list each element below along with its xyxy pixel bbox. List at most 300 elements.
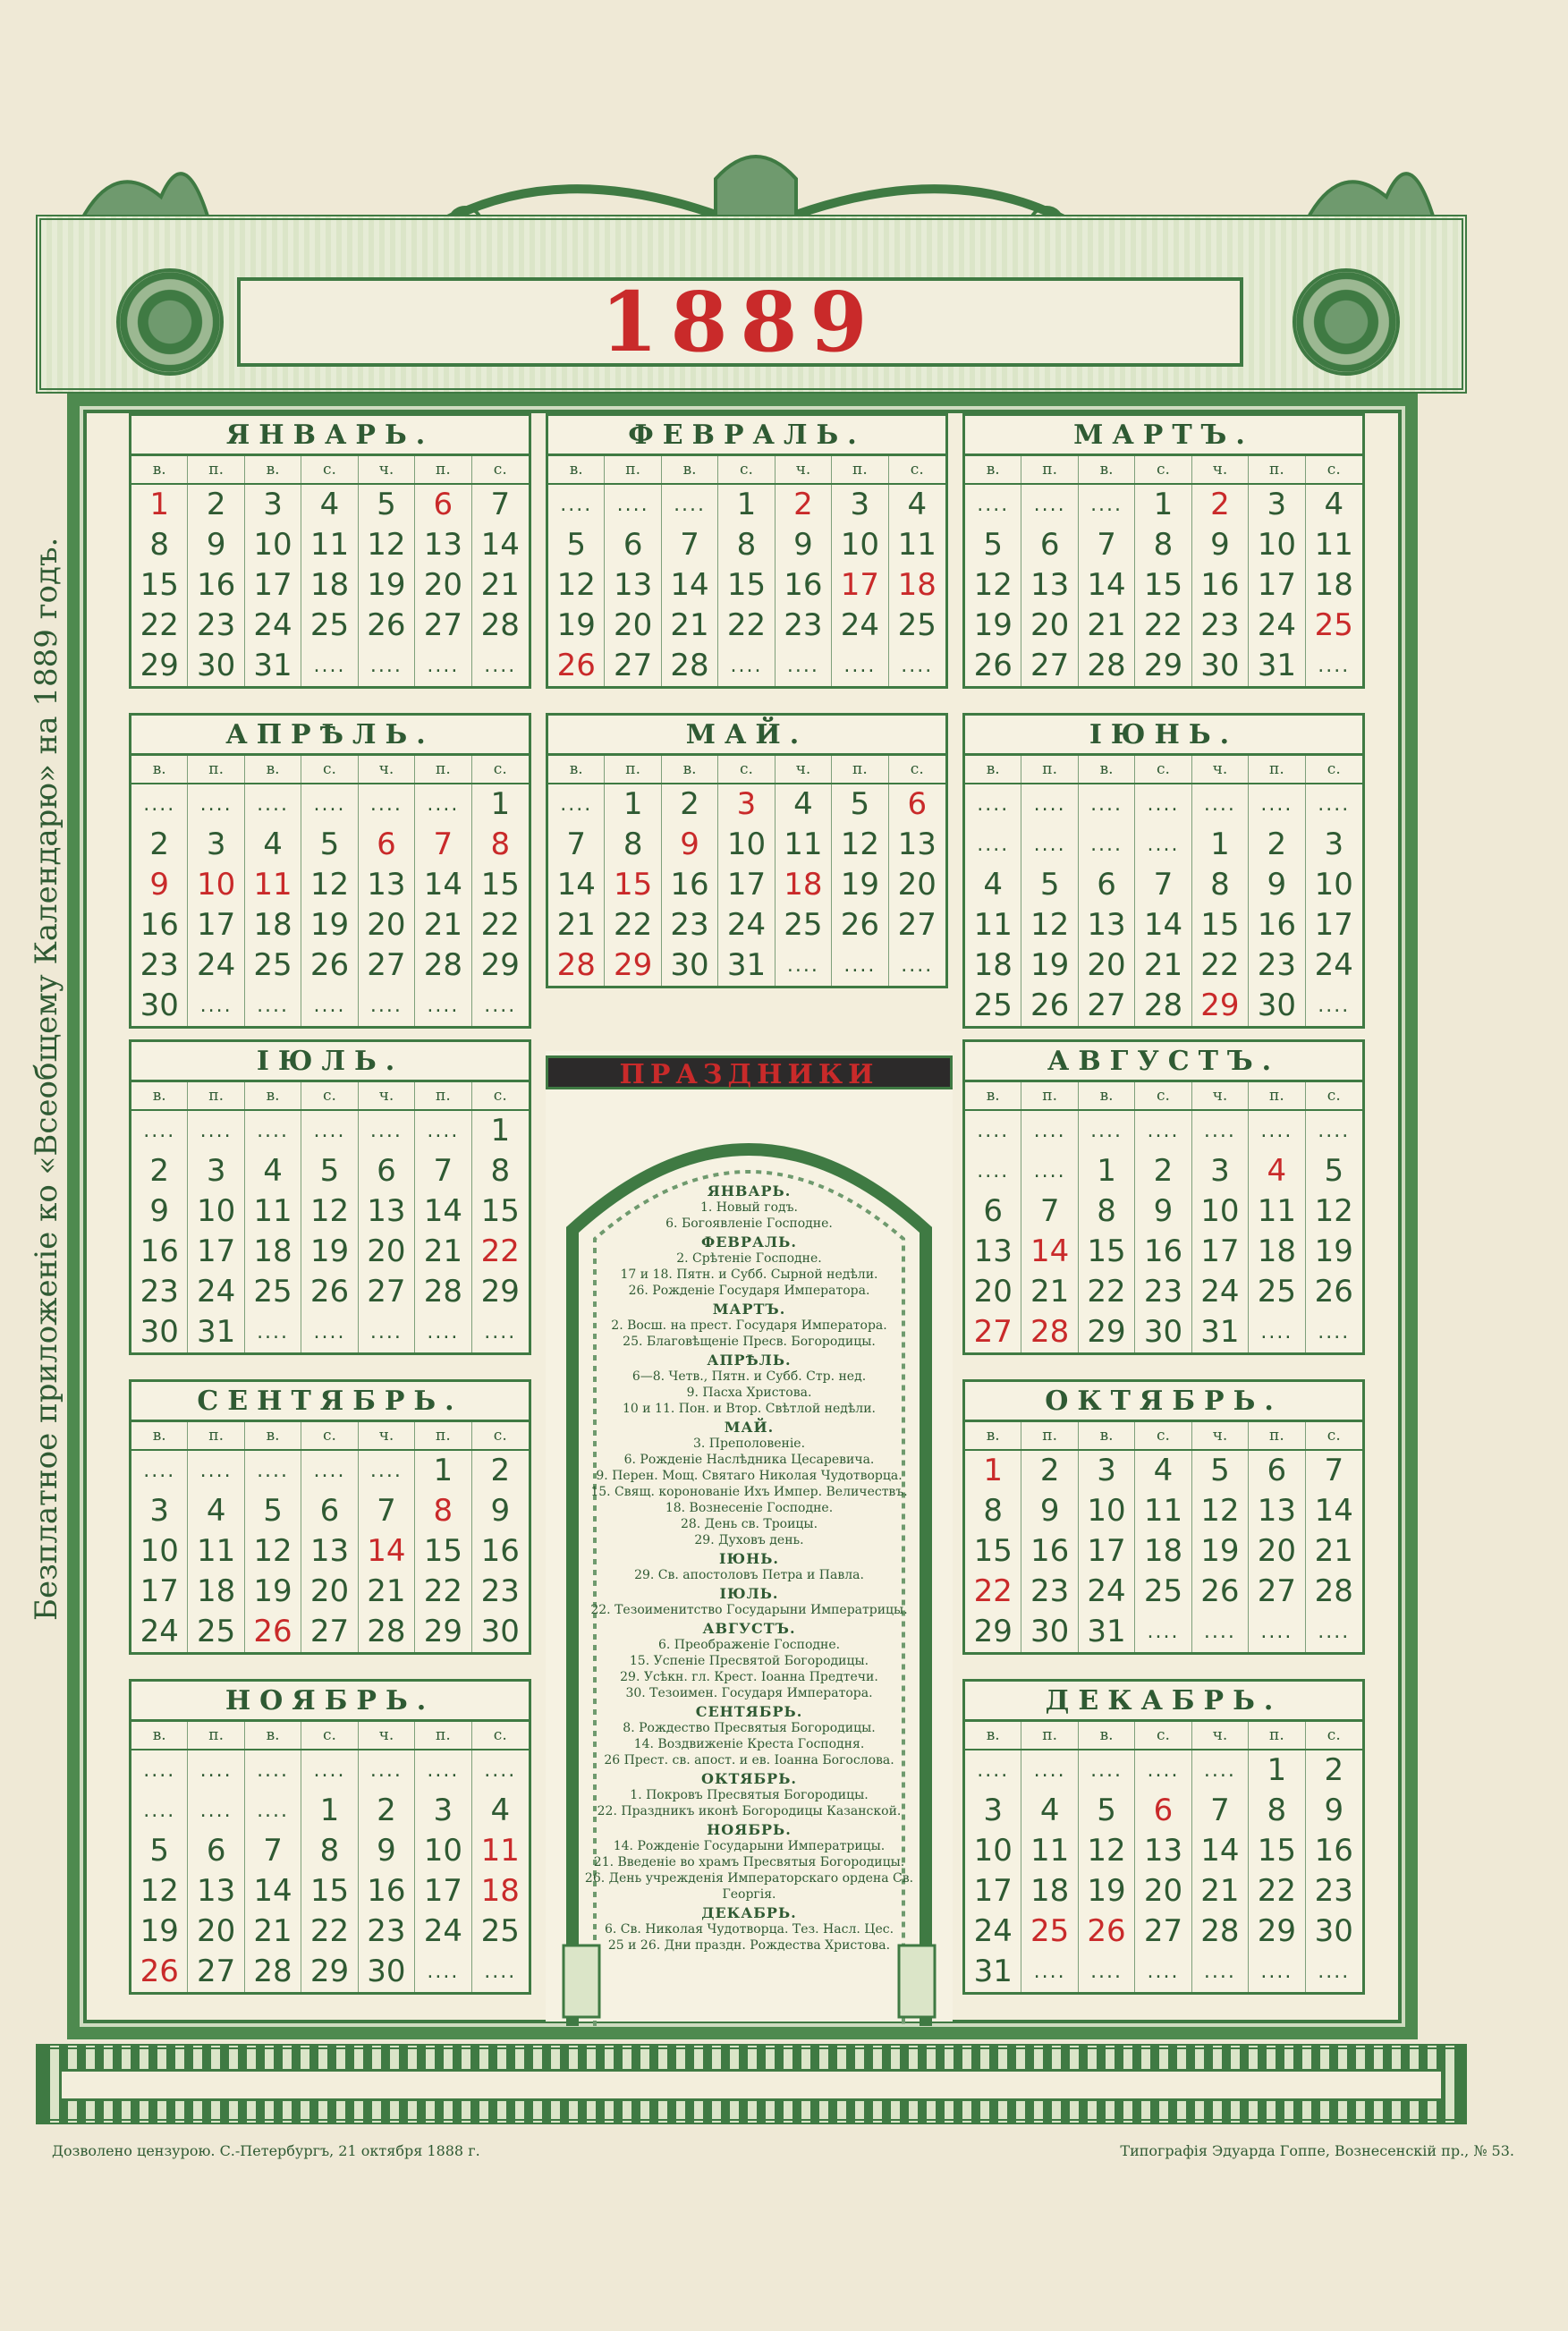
day-cell: 15 <box>415 1531 471 1572</box>
day-cell: .... <box>359 1111 415 1151</box>
day-cell: 16 <box>776 565 832 606</box>
weekday-label: п. <box>188 1422 244 1449</box>
day-cell: 7 <box>1079 525 1135 565</box>
day-cell: .... <box>188 784 244 825</box>
day-cell: 16 <box>1021 1531 1078 1572</box>
day-cell: 31 <box>965 1952 1021 1992</box>
month-title: ІЮНЬ. <box>965 716 1362 756</box>
day-cell: 28 <box>245 1952 301 1992</box>
month-title: МАЙ. <box>548 716 945 756</box>
day-cell: 19 <box>301 905 358 945</box>
day-cell: 8 <box>415 1491 471 1531</box>
weekday-label: п. <box>1021 1082 1078 1109</box>
day-cell: 27 <box>188 1952 244 1992</box>
day-cell: .... <box>901 954 934 977</box>
day-cell: 8 <box>965 1491 1021 1531</box>
month-calendar <box>129 1679 531 1995</box>
day-cell: .... <box>1249 1312 1305 1352</box>
day-cell: .... <box>1021 825 1078 865</box>
weekday-label: п. <box>1249 1722 1305 1749</box>
day-cell: 31 <box>718 945 775 986</box>
day-cell: 14 <box>1079 565 1135 606</box>
day-cell: 7 <box>415 825 471 865</box>
day-cell: 17 <box>245 565 301 606</box>
weekday-label: п. <box>1249 456 1305 483</box>
weekday-label: п. <box>1021 456 1078 483</box>
day-cell: 12 <box>832 825 888 865</box>
weekday-label: в. <box>1079 1422 1135 1449</box>
side-note: Безплатное приложеніе ко «Всеобщему Календарю» на 1889 годъ. <box>29 537 64 1621</box>
day-cell: 4 <box>245 825 301 865</box>
day-cell: 19 <box>1314 1233 1353 1269</box>
day-cell: .... <box>484 995 517 1017</box>
day-cell: 29 <box>1135 646 1191 686</box>
day-cell: 27 <box>359 945 415 986</box>
day-cell: .... <box>965 784 1021 825</box>
weekday-label: в. <box>131 1722 188 1749</box>
day-cell: .... <box>1021 1111 1078 1151</box>
day-cell: 22 <box>1249 1871 1305 1911</box>
day-cell: .... <box>188 1750 244 1791</box>
day-cell: .... <box>1318 655 1351 677</box>
day-cell: 6 <box>188 1831 244 1871</box>
day-cell: 10 <box>1314 867 1353 903</box>
day-cell: .... <box>359 646 415 686</box>
day-cell: 6 <box>1135 1791 1191 1831</box>
day-cell: 3 <box>718 784 775 825</box>
weekday-label: ч. <box>359 756 415 783</box>
days-grid <box>131 1750 529 1992</box>
day-cell: 9 <box>131 1191 188 1232</box>
day-cell: 16 <box>1135 1232 1191 1272</box>
day-cell: 21 <box>548 905 605 945</box>
holiday-month: ДЕКАБРЬ. <box>701 1904 797 1921</box>
weekday-label: п. <box>188 756 244 783</box>
day-cell: 3 <box>1249 485 1305 525</box>
day-cell: 18 <box>1314 567 1353 603</box>
day-cell: 27 <box>301 1612 358 1652</box>
day-cell: 20 <box>188 1911 244 1952</box>
printer-note: Типографія Эдуарда Гоппе, Вознесенскій пр., № 53. <box>1120 2142 1514 2159</box>
day-cell: .... <box>245 1750 301 1791</box>
day-cell: .... <box>965 1111 1021 1151</box>
day-cell: 10 <box>1249 525 1305 565</box>
day-cell: 1 <box>490 786 511 822</box>
holiday-line: 6. Преображеніе Господне. <box>657 1638 841 1652</box>
day-cell: 25 <box>776 905 832 945</box>
day-cell: .... <box>1318 1621 1351 1643</box>
day-cell: 17 <box>1192 1232 1249 1272</box>
month-calendar <box>962 1679 1365 1995</box>
month-title: ЯНВАРЬ. <box>131 416 529 456</box>
day-cell: 9 <box>1324 1793 1344 1828</box>
holiday-line: 1. Новый годъ. <box>700 1200 798 1215</box>
day-cell: 30 <box>1249 986 1305 1026</box>
day-cell: 20 <box>1135 1871 1191 1911</box>
weekday-label: в. <box>131 456 188 483</box>
day-cell: 2 <box>131 825 188 865</box>
day-cell: 9 <box>1192 525 1249 565</box>
day-cell: 30 <box>359 1952 415 1992</box>
day-cell: 29 <box>131 646 188 686</box>
day-cell: 13 <box>301 1531 358 1572</box>
holiday-line: 6. Св. Николая Чудотворца. Тез. Насл. Цес. <box>604 1922 894 1937</box>
day-cell: .... <box>965 1750 1021 1791</box>
holiday-month: ОКТЯБРЬ. <box>701 1770 797 1787</box>
day-cell: .... <box>1021 1151 1078 1191</box>
day-cell: 7 <box>1135 865 1191 905</box>
day-cell: 29 <box>415 1612 471 1652</box>
day-cell: 29 <box>1079 1312 1135 1352</box>
day-cell: .... <box>1318 1321 1351 1344</box>
day-cell: .... <box>901 655 934 677</box>
day-cell: 27 <box>415 606 471 646</box>
day-cell: 23 <box>1249 945 1305 986</box>
day-cell: .... <box>131 1451 188 1491</box>
weekday-label: п. <box>832 456 888 483</box>
day-cell: 27 <box>1249 1572 1305 1612</box>
bottom-ornament-band <box>36 2044 1467 2124</box>
day-cell: 22 <box>718 606 775 646</box>
day-cell: 15 <box>480 867 520 903</box>
day-cell: .... <box>484 1961 517 1983</box>
day-cell: 29 <box>965 1612 1021 1652</box>
weekday-label: ч. <box>776 456 832 483</box>
day-cell: .... <box>1021 784 1078 825</box>
day-cell: 11 <box>1314 527 1353 563</box>
day-cell: 2 <box>490 1453 511 1488</box>
day-cell: 14 <box>1314 1493 1353 1529</box>
day-cell: .... <box>1318 1120 1351 1142</box>
day-cell: 26 <box>548 646 605 686</box>
day-cell: .... <box>415 646 471 686</box>
day-cell: 11 <box>480 1833 520 1869</box>
weekday-header <box>965 756 1362 784</box>
weekday-header <box>131 1722 529 1750</box>
weekday-label: с. <box>1326 1427 1341 1445</box>
day-cell: 7 <box>1021 1191 1078 1232</box>
weekday-label: с. <box>301 456 358 483</box>
holiday-line: 28. День св. Троицы. <box>680 1517 818 1531</box>
day-cell: .... <box>1249 1111 1305 1151</box>
weekday-label: в. <box>1079 456 1135 483</box>
day-cell: 16 <box>1249 905 1305 945</box>
day-cell: 3 <box>1324 826 1344 862</box>
day-cell: 23 <box>131 1272 188 1312</box>
day-cell: 8 <box>490 1153 511 1189</box>
day-cell: 1 <box>1249 1750 1305 1791</box>
day-cell: 3 <box>965 1791 1021 1831</box>
day-cell: 31 <box>245 646 301 686</box>
day-cell: 7 <box>662 525 718 565</box>
day-cell: 21 <box>662 606 718 646</box>
day-cell: 4 <box>1249 1151 1305 1191</box>
day-cell: 25 <box>188 1612 244 1652</box>
day-cell: 16 <box>662 865 718 905</box>
day-cell: 8 <box>1192 865 1249 905</box>
day-cell: 16 <box>131 1232 188 1272</box>
day-cell: 20 <box>965 1272 1021 1312</box>
day-cell: 22 <box>131 606 188 646</box>
holiday-line: 14. Воздвиженіе Креста Господня. <box>633 1737 865 1751</box>
weekday-label: ч. <box>359 456 415 483</box>
days-grid <box>131 485 529 686</box>
days-grid <box>131 1111 529 1352</box>
day-cell: .... <box>245 1451 301 1491</box>
day-cell: 5 <box>131 1831 188 1871</box>
weekday-label: с. <box>493 760 507 778</box>
holiday-month: НОЯБРЬ. <box>707 1821 792 1838</box>
day-cell: 20 <box>359 905 415 945</box>
days-grid <box>965 485 1362 686</box>
weekday-label: с. <box>910 461 924 479</box>
day-cell: 1 <box>718 485 775 525</box>
day-cell: 1 <box>131 485 188 525</box>
day-cell: 11 <box>245 865 301 905</box>
holiday-line: 9. Пасха Христова. <box>686 1386 812 1400</box>
weekday-label: п. <box>1021 756 1078 783</box>
day-cell: 27 <box>359 1272 415 1312</box>
holiday-line: 15. Свящ. коронованіе Ихъ Импер. Величествъ. <box>590 1485 908 1499</box>
weekday-label: в. <box>965 756 1021 783</box>
month-calendar <box>129 1039 531 1355</box>
day-cell: .... <box>131 1791 188 1831</box>
weekday-label: с. <box>301 1722 358 1749</box>
day-cell: 30 <box>131 986 188 1026</box>
day-cell: 22 <box>480 1233 520 1269</box>
day-cell: 17 <box>131 1572 188 1612</box>
weekday-label: с. <box>1135 456 1191 483</box>
holiday-line: 6. Рожденіе Наслѣдника Цесаревича. <box>623 1453 875 1467</box>
month-calendar <box>962 1039 1365 1355</box>
day-cell: 1 <box>965 1451 1021 1491</box>
day-cell: 26 <box>965 646 1021 686</box>
month-title: НОЯБРЬ. <box>131 1682 529 1722</box>
day-cell: 30 <box>662 945 718 986</box>
day-cell: 4 <box>301 485 358 525</box>
day-cell: 17 <box>1314 907 1353 943</box>
day-cell: .... <box>301 1451 358 1491</box>
day-cell: 4 <box>188 1491 244 1531</box>
holiday-line: 10 и 11. Пон. и Втор. Свѣтлой недѣли. <box>623 1402 876 1416</box>
day-cell: 19 <box>832 865 888 905</box>
day-cell: 2 <box>1192 485 1249 525</box>
day-cell: .... <box>188 1791 244 1831</box>
day-cell: 12 <box>301 865 358 905</box>
day-cell: 4 <box>965 865 1021 905</box>
day-cell: 13 <box>965 1232 1021 1272</box>
day-cell: 13 <box>1135 1831 1191 1871</box>
day-cell: 19 <box>1021 945 1078 986</box>
weekday-header <box>131 456 529 485</box>
day-cell: 13 <box>1021 565 1078 606</box>
day-cell: 27 <box>1079 986 1135 1026</box>
day-cell: .... <box>1021 485 1078 525</box>
day-cell: 12 <box>131 1871 188 1911</box>
weekday-label: ч. <box>776 756 832 783</box>
day-cell: 24 <box>188 1272 244 1312</box>
day-cell: 8 <box>490 826 511 862</box>
day-cell: .... <box>1021 1952 1078 1992</box>
day-cell: 19 <box>548 606 605 646</box>
day-cell: 27 <box>605 646 661 686</box>
day-cell: 21 <box>415 905 471 945</box>
day-cell: .... <box>188 986 244 1026</box>
holiday-month: ЯНВАРЬ. <box>707 1182 792 1199</box>
day-cell: 26 <box>301 945 358 986</box>
holiday-month: ІЮНЬ. <box>719 1550 779 1567</box>
day-cell: 18 <box>245 905 301 945</box>
day-cell: .... <box>131 1111 188 1151</box>
day-cell: 28 <box>1314 1573 1353 1609</box>
holiday-line: 18. Вознесеніе Господне. <box>665 1501 834 1515</box>
day-cell: .... <box>131 1750 188 1791</box>
holiday-line: 22. Тезоименитство Государыни Императрицы. <box>590 1603 908 1617</box>
holiday-line: 25. Благовѣщеніе Пресв. Богородицы. <box>623 1335 876 1349</box>
day-cell: 19 <box>1079 1871 1135 1911</box>
day-cell: 28 <box>359 1612 415 1652</box>
weekday-label: п. <box>832 756 888 783</box>
day-cell: 10 <box>131 1531 188 1572</box>
day-cell: 9 <box>188 525 244 565</box>
day-cell: 4 <box>1135 1451 1191 1491</box>
day-cell: .... <box>415 784 471 825</box>
day-cell: .... <box>415 1111 471 1151</box>
day-cell: 20 <box>359 1232 415 1272</box>
day-cell: 23 <box>1192 606 1249 646</box>
weekday-label: с. <box>493 1087 507 1105</box>
weekday-label: п. <box>415 1722 471 1749</box>
day-cell: 9 <box>490 1493 511 1529</box>
day-cell: .... <box>359 986 415 1026</box>
weekday-label: в. <box>131 1082 188 1109</box>
day-cell: 17 <box>188 1232 244 1272</box>
day-cell: .... <box>1192 1612 1249 1652</box>
day-cell: 6 <box>605 525 661 565</box>
day-cell: 23 <box>1135 1272 1191 1312</box>
day-cell: 5 <box>1021 865 1078 905</box>
day-cell: 29 <box>1192 986 1249 1026</box>
day-cell: .... <box>1192 1952 1249 1992</box>
day-cell: 16 <box>359 1871 415 1911</box>
day-cell: 7 <box>548 825 605 865</box>
holiday-line: 26 Прест. св. апост. и ев. Іоанна Богослова. <box>604 1753 894 1767</box>
day-cell: 6 <box>415 485 471 525</box>
month-title: АВГУСТЪ. <box>965 1042 1362 1082</box>
day-cell: 19 <box>965 606 1021 646</box>
day-cell: .... <box>415 1312 471 1352</box>
day-cell: 3 <box>1079 1451 1135 1491</box>
days-grid <box>548 784 945 986</box>
holiday-month: МАРТЪ. <box>712 1301 786 1318</box>
month-title: ДЕКАБРЬ. <box>965 1682 1362 1722</box>
day-cell: 28 <box>1079 646 1135 686</box>
day-cell: .... <box>245 1111 301 1151</box>
day-cell: 13 <box>359 1191 415 1232</box>
day-cell: 9 <box>359 1831 415 1871</box>
day-cell: .... <box>359 784 415 825</box>
day-cell: 3 <box>1192 1151 1249 1191</box>
day-cell: 7 <box>1324 1453 1344 1488</box>
day-cell: .... <box>245 784 301 825</box>
day-cell: 12 <box>548 565 605 606</box>
day-cell: .... <box>776 945 832 986</box>
day-cell: .... <box>1135 1952 1191 1992</box>
day-cell: 23 <box>131 945 188 986</box>
weekday-label: в. <box>245 1082 301 1109</box>
holiday-line: 17 и 18. Пятн. и Субб. Сырной недѣли. <box>620 1267 878 1282</box>
day-cell: 28 <box>1135 986 1191 1026</box>
holiday-month: АПРѢЛЬ. <box>707 1352 792 1369</box>
month-calendar <box>962 713 1365 1029</box>
day-cell: 13 <box>1079 905 1135 945</box>
day-cell: .... <box>245 1791 301 1831</box>
weekday-label: в. <box>548 756 605 783</box>
day-cell: 13 <box>605 565 661 606</box>
day-cell: 13 <box>188 1871 244 1911</box>
day-cell: 10 <box>718 825 775 865</box>
day-cell: 27 <box>965 1312 1021 1352</box>
day-cell: 25 <box>301 606 358 646</box>
day-cell: .... <box>415 1750 471 1791</box>
day-cell: 17 <box>965 1871 1021 1911</box>
weekday-label: ч. <box>1192 1082 1249 1109</box>
month-title: МАРТЪ. <box>965 416 1362 456</box>
day-cell: 6 <box>907 786 928 822</box>
weekday-label: с. <box>1326 461 1341 479</box>
day-cell: 22 <box>1135 606 1191 646</box>
holiday-line: 2. Восш. на прест. Государя Императора. <box>611 1318 887 1333</box>
day-cell: 14 <box>415 865 471 905</box>
day-cell: 30 <box>1135 1312 1191 1352</box>
day-cell: 18 <box>965 945 1021 986</box>
day-cell: .... <box>1249 784 1305 825</box>
weekday-label: п. <box>605 756 661 783</box>
bottom-meander <box>59 2069 1444 2101</box>
day-cell: 15 <box>605 865 661 905</box>
day-cell: 2 <box>131 1151 188 1191</box>
weekday-label: в. <box>965 1422 1021 1449</box>
day-cell: 14 <box>548 865 605 905</box>
weekday-label: в. <box>662 756 718 783</box>
day-cell: 8 <box>1135 525 1191 565</box>
weekday-label: с. <box>1135 1082 1191 1109</box>
day-cell: 11 <box>301 525 358 565</box>
holiday-line: 26. День учрежденія Императорскаго ордена Св. Георгія. <box>584 1871 914 1902</box>
day-cell: 16 <box>1192 565 1249 606</box>
day-cell: 22 <box>1079 1272 1135 1312</box>
day-cell: 5 <box>301 1151 358 1191</box>
day-cell: 9 <box>662 825 718 865</box>
day-cell: 24 <box>1249 606 1305 646</box>
day-cell: 3 <box>832 485 888 525</box>
day-cell: 6 <box>1079 865 1135 905</box>
holidays-list <box>577 1181 921 1954</box>
day-cell: 23 <box>188 606 244 646</box>
left-medallion <box>116 268 224 376</box>
day-cell: 31 <box>1192 1312 1249 1352</box>
weekday-label: п. <box>415 756 471 783</box>
day-cell: .... <box>1079 1952 1135 1992</box>
day-cell: 26 <box>1192 1572 1249 1612</box>
weekday-header <box>131 756 529 784</box>
day-cell: 7 <box>490 487 511 522</box>
day-cell: 5 <box>1324 1153 1344 1189</box>
day-cell: 24 <box>1079 1572 1135 1612</box>
day-cell: 12 <box>1314 1193 1353 1229</box>
day-cell: 14 <box>1021 1232 1078 1272</box>
weekday-label: в. <box>965 1082 1021 1109</box>
